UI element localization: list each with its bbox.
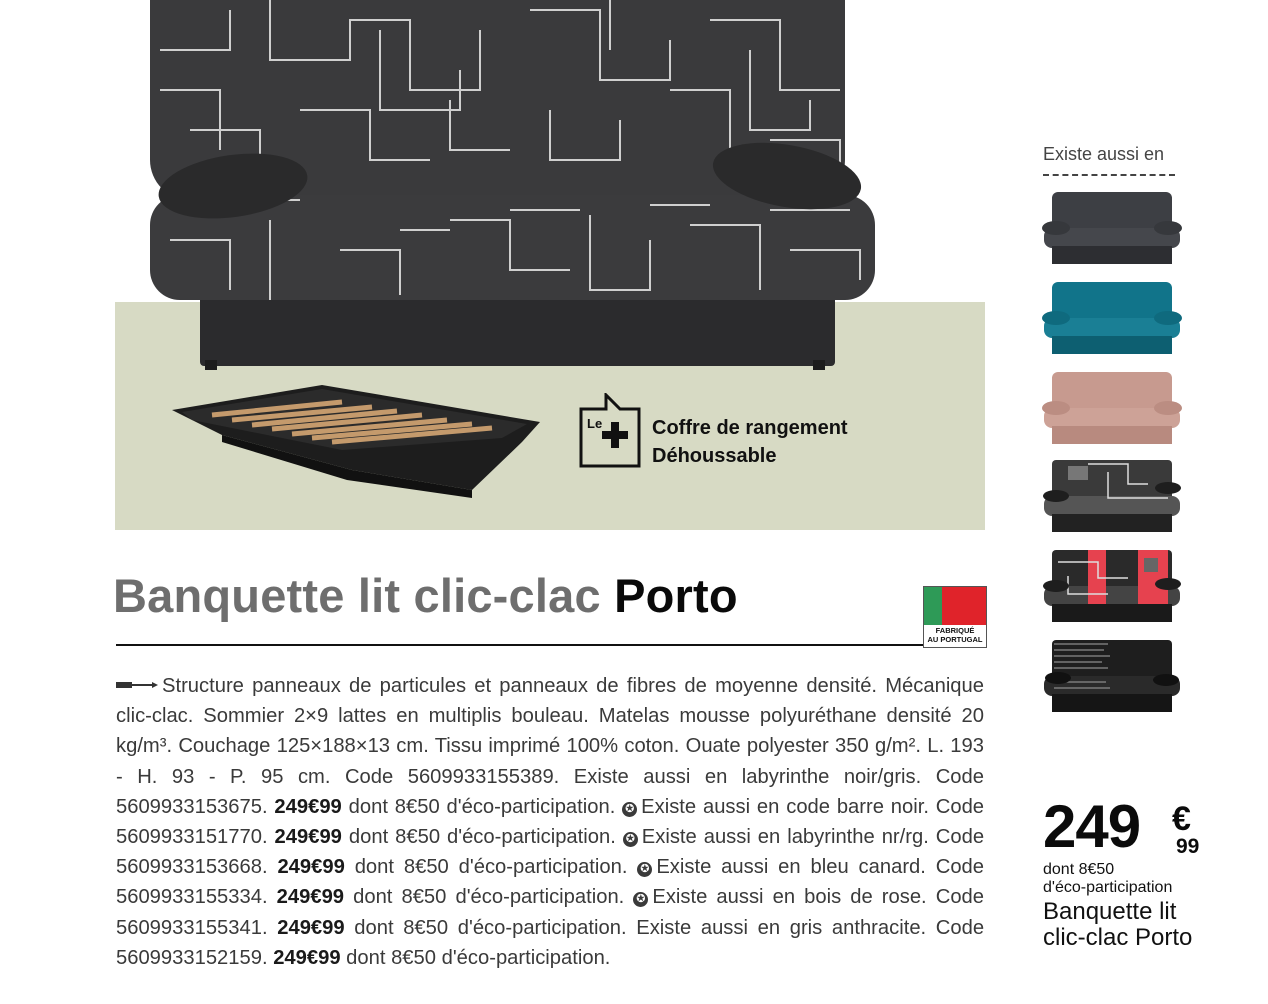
variant-price: 249€99 xyxy=(277,856,345,879)
le-plus-label: Le xyxy=(587,416,603,431)
flag-green-band xyxy=(924,587,942,625)
slatted-base-image xyxy=(172,380,540,500)
variant-eco: dont 8€50 d'éco-participation. xyxy=(346,946,611,969)
variant-text: Existe aussi en code barre noir. Code 5609933151770. xyxy=(116,795,985,849)
title-bold: Porto xyxy=(614,569,738,622)
made-in-portugal-badge xyxy=(923,586,987,648)
variant-price: 249€99 xyxy=(276,886,345,909)
feature-storage: Coffre de rangement xyxy=(652,417,848,439)
variant-swatch-labyrinthe-nr-rg[interactable] xyxy=(1038,548,1186,624)
price-currency: € xyxy=(1172,800,1191,838)
arrow-lead-icon xyxy=(116,680,158,690)
star-bullet-icon: ✪ xyxy=(637,862,652,877)
sofa-foot xyxy=(813,360,825,370)
variant-eco: dont 8€50 d'éco-participation. xyxy=(354,856,628,879)
star-bullet-icon: ✪ xyxy=(633,892,648,907)
origin-text: FABRIQUÉ AU PORTUGAL xyxy=(927,626,983,644)
variant-price: 249€99 xyxy=(274,826,342,849)
variant-text: Existe aussi en gris anthracite. Code 5609933152159. xyxy=(116,916,985,969)
variant-swatch-bois-de-rose[interactable] xyxy=(1038,370,1186,446)
variant-eco: dont 8€50 d'éco-participation. xyxy=(354,916,627,939)
feature-removable-cover: Déhoussable xyxy=(652,445,777,467)
price-cents: 99 xyxy=(1176,835,1200,858)
hero-sofa-image xyxy=(0,0,1000,380)
price-product-name: Banquette lit clic-clac Porto xyxy=(1043,898,1193,951)
variant-eco: dont 8€50 d'éco-participation. xyxy=(353,886,625,909)
price-euros: 249 xyxy=(1043,793,1141,860)
variant-swatch-labyrinthe-noir-gris[interactable] xyxy=(1038,458,1186,534)
le-plus-features xyxy=(652,414,848,470)
product-description xyxy=(116,671,984,973)
variant-swatch-gris-anthracite[interactable] xyxy=(1038,190,1186,266)
flag-red-band xyxy=(942,587,986,625)
also-available-heading: Existe aussi en xyxy=(1043,144,1165,164)
sofa-storage-base xyxy=(200,290,835,366)
star-bullet-icon: ✪ xyxy=(623,832,638,847)
variant-price: 249€99 xyxy=(273,946,341,969)
price-inline: 249€99 xyxy=(274,795,342,818)
star-bullet-icon: ✪ xyxy=(622,802,637,817)
le-plus-badge-icon xyxy=(578,393,642,469)
description-intro: Structure panneaux de particules et panneaux de fibres de moyenne densité. Mécanique clic-clac. Sommier 2×9 lattes en multiplis bouleau. Matelas mousse polyuréthane densité 20 kg/m³. Couchage 125×188×13 cm. Tissu imprimé 100% coton. Ouate polyester 350 g/m². L. 193 - H. 93 - P. 95 cm. Code 5609933155389. Existe aussi en labyrinthe noir/gris. Code 5609933153675. xyxy=(116,675,984,818)
variant-text: Existe aussi en bois de rose. Code 5609933155341. xyxy=(116,886,984,939)
variant-text: Existe aussi en labyrinthe nr/rg. Code 5609933153668. xyxy=(116,826,985,879)
variant-eco: dont 8€50 d'éco-participation. xyxy=(348,826,616,849)
eco-participation: dont 8€50 d'éco-participation xyxy=(1043,861,1173,896)
title-divider xyxy=(116,644,986,646)
variant-swatch-bleu-canard[interactable] xyxy=(1038,280,1186,356)
variant-text: Existe aussi en bleu canard. Code 5609933155334. xyxy=(116,856,985,909)
variant-price: 249€99 xyxy=(277,916,345,939)
sofa-foot xyxy=(205,360,217,370)
title-light: Banquette lit clic-clac xyxy=(113,569,615,622)
eco-inline: dont 8€50 d'éco-participation. xyxy=(348,795,616,818)
dashed-divider xyxy=(1043,174,1175,176)
product-title xyxy=(113,568,738,623)
variant-swatch-code-barre-noir[interactable] xyxy=(1038,638,1186,714)
